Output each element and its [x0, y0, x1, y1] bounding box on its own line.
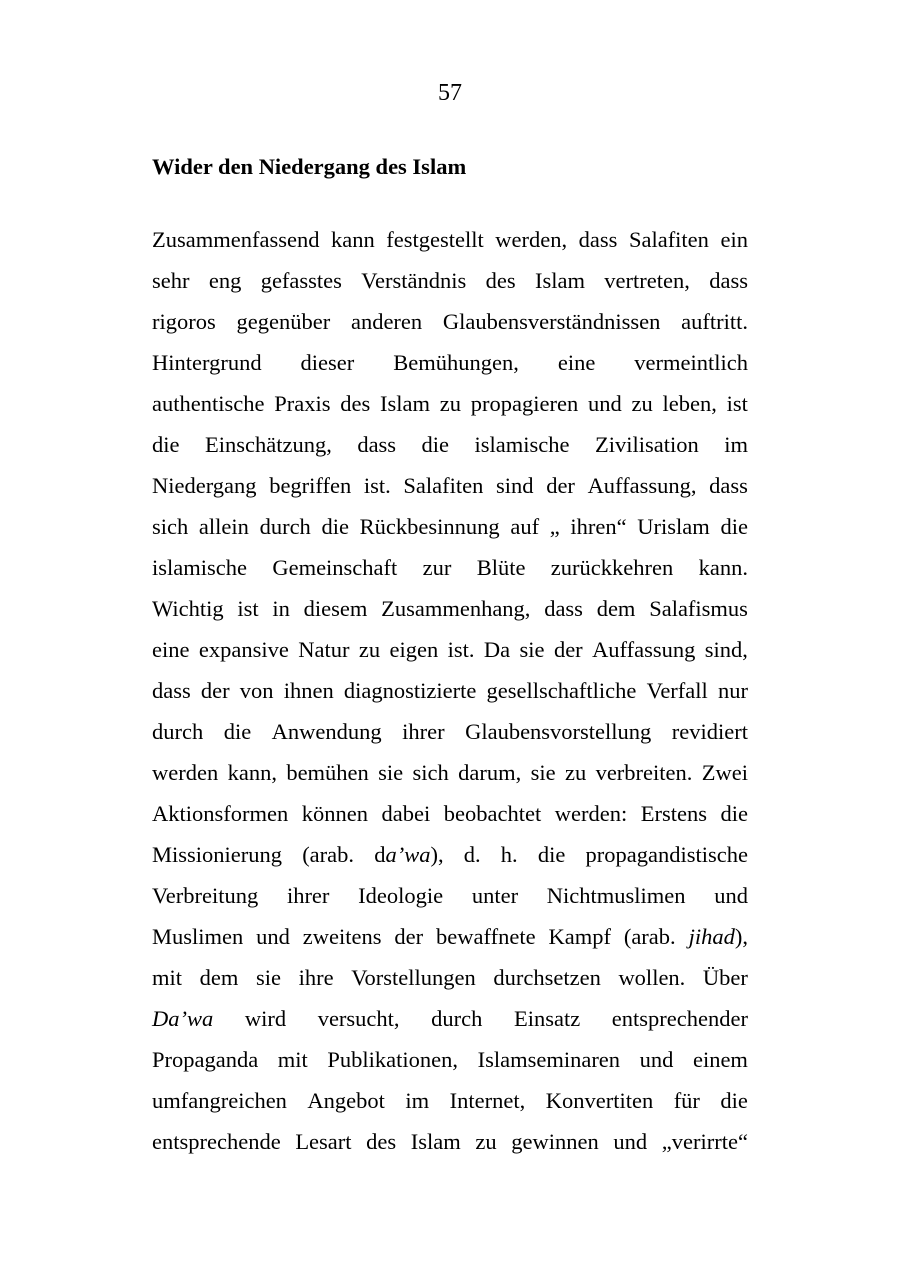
text-line: islamische Gemeinschaft zur Blüte zurückkehren kann.	[152, 555, 748, 580]
text-line: die Einschätzung, dass die islamische Zivilisation im	[152, 432, 748, 457]
text-line: Wichtig ist in diesem Zusammenhang, dass dem Salafismus	[152, 596, 748, 621]
text-line: durch die Anwendung ihrer Glaubensvorstellung revidiert	[152, 719, 748, 744]
section-heading: Wider den Niedergang des Islam	[152, 154, 467, 179]
text-line: werden kann, bemühen sie sich darum, sie zu verbreiten. Zwei	[152, 760, 748, 785]
text-line: sehr eng gefasstes Verständnis des Islam vertreten, dass	[152, 268, 748, 293]
text-line: Propaganda mit Publikationen, Islamseminaren und einem	[152, 1047, 748, 1072]
body-paragraph	[152, 219, 748, 1162]
text-line: authentische Praxis des Islam zu propagieren und zu leben, ist	[152, 391, 748, 416]
text-line: Muslimen und zweitens der bewaffnete Kampf (arab. jihad),	[152, 924, 748, 949]
text-line: sich allein durch die Rückbesinnung auf „ ihren“ Urislam die	[152, 514, 748, 539]
text-line: Niedergang begriffen ist. Salafiten sind der Auffassung, dass	[152, 473, 748, 498]
page-number: 57	[438, 80, 462, 106]
text-line: dass der von ihnen diagnostizierte gesellschaftliche Verfall nur	[152, 678, 748, 703]
text-line: Hintergrund dieser Bemühungen, eine vermeintlich	[152, 350, 748, 375]
text-line: eine expansive Natur zu eigen ist. Da sie der Auffassung sind,	[152, 637, 748, 662]
text-line: Missionierung (arab. da’wa), d. h. die propagandistische	[152, 842, 748, 867]
text-line: umfangreichen Angebot im Internet, Konvertiten für die	[152, 1088, 748, 1113]
text-line: mit dem sie ihre Vorstellungen durchsetzen wollen. Über	[152, 965, 748, 990]
text-line: rigoros gegenüber anderen Glaubensverständnissen auftritt.	[152, 309, 748, 334]
text-line: entsprechende Lesart des Islam zu gewinnen und „verirrte“	[152, 1129, 748, 1154]
text-line: Verbreitung ihrer Ideologie unter Nichtmuslimen und	[152, 883, 748, 908]
text-line: Zusammenfassend kann festgestellt werden, dass Salafiten ein	[152, 227, 748, 252]
text-line: Da’wa wird versucht, durch Einsatz entsprechender	[152, 1006, 748, 1031]
text-line: Aktionsformen können dabei beobachtet werden: Erstens die	[152, 801, 748, 826]
